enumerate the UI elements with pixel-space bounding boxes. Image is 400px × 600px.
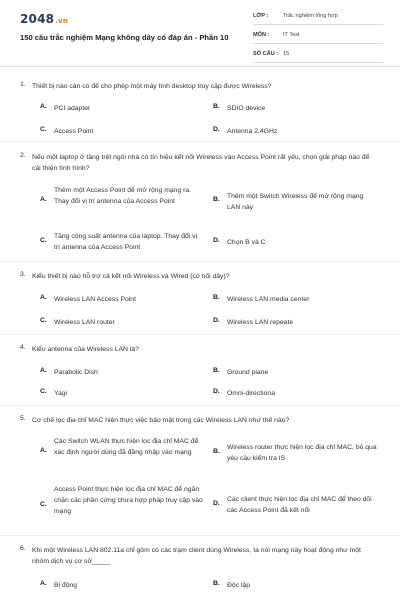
option-text: Wireless LAN repeate bbox=[227, 319, 294, 326]
question-divider bbox=[0, 261, 400, 262]
question-number: 4. bbox=[20, 344, 26, 351]
question-number: 2. bbox=[20, 152, 26, 159]
option-letter: B. bbox=[213, 196, 220, 203]
option-text: Yagi bbox=[54, 390, 68, 397]
option-letter: A. bbox=[40, 294, 47, 301]
meta-key: SỐ CÂU : bbox=[253, 51, 279, 57]
question-text: Nếu một laptop ở tầng trệt ngôi nhà có tín hiệu kết nối Wireless vào Access Point rất yếu, chọn giải pháp nào để cải thiện tình hình? bbox=[32, 154, 370, 172]
meta-value: Trắc nghiệm tổng hợp bbox=[283, 13, 338, 19]
option-letter: A. bbox=[40, 447, 47, 454]
option-letter: B. bbox=[213, 448, 220, 455]
option-text: Access Point bbox=[54, 128, 94, 135]
question-text: Khi một Wireless LAN 802.11a chỉ gồm có các trạm client dùng Wireless, ta nói mạng này hoạt động như một nhóm dịch vụ cơ sở_____ bbox=[32, 547, 361, 565]
option-letter: B. bbox=[213, 294, 220, 301]
option-text: Antenna 2,4GHz bbox=[227, 128, 278, 135]
question-text: Kiểu thiết bị nào hỗ trợ cả kết nối Wireless và Wired (có nối dây)? bbox=[32, 273, 230, 280]
option-letter: D. bbox=[213, 500, 220, 507]
option-text: Omni-directiona bbox=[227, 390, 275, 397]
site-logo[interactable] bbox=[20, 12, 68, 26]
question-divider bbox=[0, 141, 400, 142]
logo-suffix: .vn bbox=[55, 17, 69, 25]
option-text: Ground plane bbox=[227, 369, 269, 376]
option-letter: D. bbox=[213, 388, 220, 395]
option-text: Các Switch WLAN thực hiện lọc địa chỉ MAC để xác định người dùng đã đăng nhập vào mạng bbox=[54, 438, 199, 456]
option-text: Parabolic Dish bbox=[54, 369, 98, 376]
meta-row-subject bbox=[253, 31, 383, 44]
option-letter: C. bbox=[40, 388, 47, 395]
option-text: Bị động bbox=[54, 582, 78, 589]
option-letter: B. bbox=[213, 580, 220, 587]
header-divider bbox=[0, 66, 400, 67]
meta-box bbox=[253, 12, 383, 69]
option-letter: D. bbox=[213, 317, 220, 324]
question-divider bbox=[0, 334, 400, 335]
option-letter: D. bbox=[213, 237, 220, 244]
option-letter: C. bbox=[40, 126, 47, 133]
option-text: Thêm một Access Point để mở rộng mạng ra. Thay đổi vị trí antenna của Access Point bbox=[54, 187, 192, 205]
option-text: Wireless router thực hiện lọc địa chỉ MAC, bỏ qua yêu cầu kiểm tra IS bbox=[227, 444, 377, 462]
meta-key: MÔN : bbox=[253, 32, 270, 38]
option-text: Độc lập bbox=[227, 582, 251, 589]
question-number: 6. bbox=[20, 545, 26, 552]
meta-row-class bbox=[253, 12, 383, 25]
option-letter: A. bbox=[40, 580, 47, 587]
question-number: 5. bbox=[20, 415, 26, 422]
option-text: Chọn B và C bbox=[227, 239, 266, 246]
question-divider bbox=[0, 535, 400, 536]
option-text: Các client thực hiện lọc địa chỉ MAC để theo dõi các Access Point đã kết nối bbox=[227, 496, 372, 514]
option-letter: B. bbox=[213, 103, 220, 110]
option-letter: C. bbox=[40, 317, 47, 324]
option-text: Thêm một Switch Wireless để mở rộng mạng LAN này bbox=[227, 193, 364, 211]
meta-row-count bbox=[253, 50, 383, 63]
question-text: Thiết bị nào cần có để cho phép một máy tính desktop truy cập được Wireless? bbox=[32, 83, 272, 90]
page-header bbox=[0, 0, 400, 66]
meta-key: LỚP : bbox=[253, 13, 269, 19]
option-letter: C. bbox=[40, 501, 47, 508]
option-letter: C. bbox=[40, 237, 47, 244]
option-text: Access Point thực hiện lọc địa chỉ MAC để ngăn chặn các phần cứng chưa hợp pháp truy cập vào mạng bbox=[54, 486, 203, 515]
question-number: 1. bbox=[20, 81, 26, 88]
option-text: Wireless LAN Access Point bbox=[54, 296, 136, 303]
option-letter: A. bbox=[40, 196, 47, 203]
page-title: 150 câu trắc nghiệm Mạng không dây có đáp án - Phần 10 bbox=[20, 33, 229, 42]
question-number: 3. bbox=[20, 271, 26, 278]
option-text: Tăng công suất antenna của laptop. Thay đổi vị trí antenna của Access Point bbox=[54, 233, 198, 251]
question-text: Cơ chế lọc địa chỉ MAC hiện thực việc bảo mật trong các Wireless LAN như thế nào? bbox=[32, 417, 290, 424]
option-text: Wireless LAN media center bbox=[227, 296, 310, 303]
option-letter: B. bbox=[213, 367, 220, 374]
meta-value: IT Test bbox=[283, 32, 300, 38]
meta-value: 15 bbox=[283, 51, 290, 57]
option-text: PCI adapter bbox=[54, 105, 91, 112]
option-letter: D. bbox=[213, 126, 220, 133]
option-text: Wireless LAN router bbox=[54, 319, 115, 326]
question-divider bbox=[0, 405, 400, 406]
logo-main: 2048 bbox=[20, 12, 55, 26]
option-letter: A. bbox=[40, 367, 47, 374]
option-text: SDIO device bbox=[227, 105, 266, 112]
option-letter: A. bbox=[40, 103, 47, 110]
question-text: Kiểu antenna của Wireless LAN là? bbox=[32, 346, 139, 353]
